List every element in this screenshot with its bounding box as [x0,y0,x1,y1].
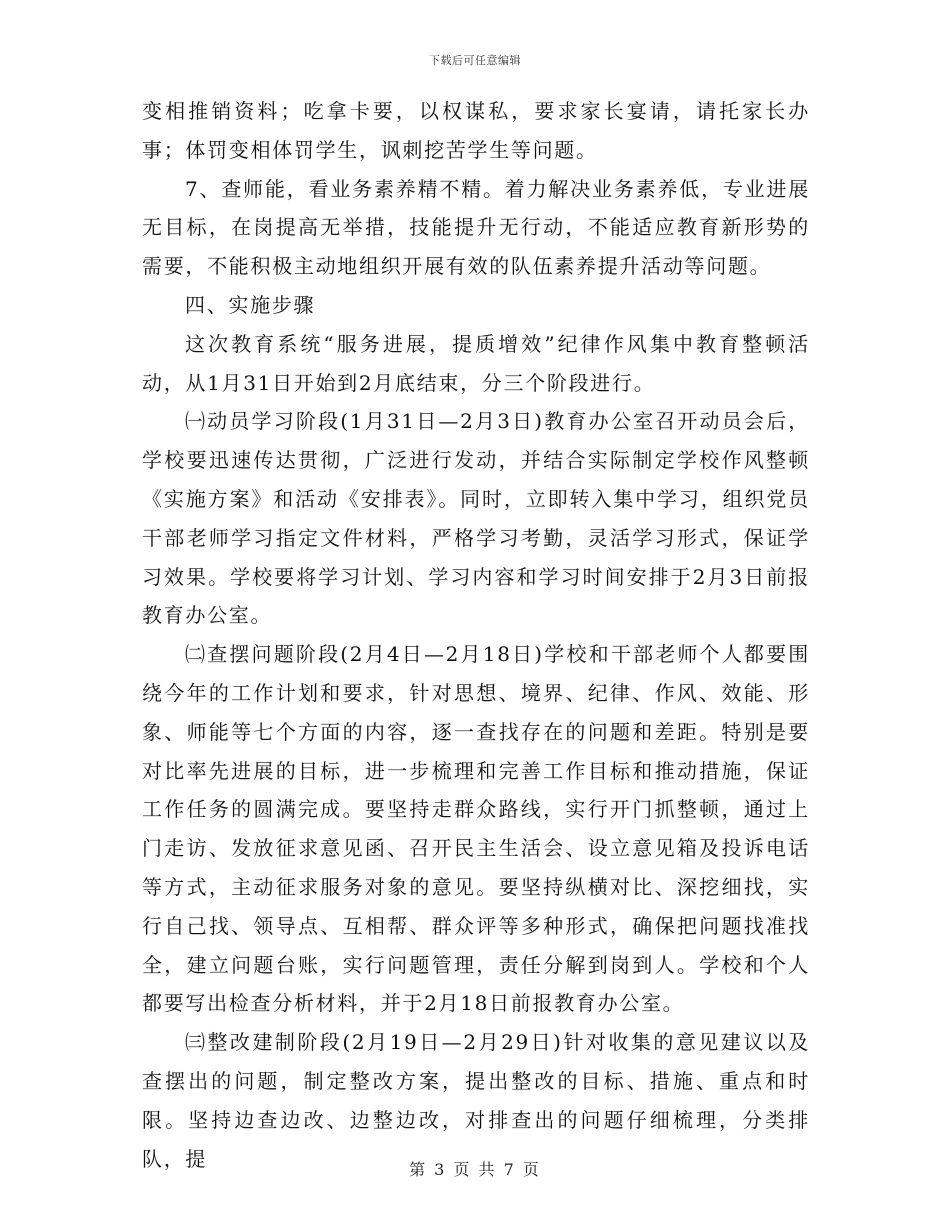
paragraph-stage-1: ㈠动员学习阶段(1月31日—2月3日)教育办公室召开动员会后，学校要迅速传达贯彻，广泛进行发动，并结合实际制定学校作风整顿《实施方案》和活动《安排表》。同时，立即转入集中学习，组织党员干部老师学习指定文件材料，严格学习考勤，灵活学习形式，保证学习效果。学校要将学习计划、学习内容和学习时间安排于2月3日前报教育办公室。 [142,409,810,628]
section-heading-implementation-steps: 四、实施步骤 [185,292,316,317]
paragraph-intro: 这次教育系统“服务进展，提质增效”纪律作风集中教育整顿活动，从1月31日开始到2月底结束，分三个阶段进行。 [142,331,810,395]
page-header-note: 下载后可任意编辑 [429,54,521,67]
paragraph-stage-3: ㈢整改建制阶段(2月19日—2月29日)针对收集的意见建议以及查摆出的问题，制定整改方案，提出整改的目标、措施、重点和时限。坚持边查边改、边整边改，对排查出的问题仔细梳理，分类排队，提 [142,1030,810,1171]
paragraph-continuation: 变相推销资料；吃拿卡要，以权谋私，要求家长宴请，请托家长办事；体罚变相体罚学生，讽刺挖苦学生等问题。 [142,99,810,162]
paragraph-item-7: 7、查师能，看业务素养精不精。着力解决业务素养低，专业进展无目标，在岗提高无举措，技能提升无行动，不能适应教育新形势的需要，不能积极主动地组织开展有效的队伍素养提升活动等问题。 [142,176,810,279]
document-body [142,92,810,1178]
paragraph-stage-2: ㈡查摆问题阶段(2月4日—2月18日)学校和干部老师个人都要围绕今年的工作计划和要求，针对思想、境界、纪律、作风、效能、形象、师能等七个方面的内容，逐一查找存在的问题和差距。特别是要对比率先进展的目标，进一步梳理和完善工作目标和推动措施，保证工作任务的圆满完成。要坚持走群众路线，实行开门抓整顿，通过上门走访、发放征求意见函、召开民主生活会、设立意见箱及投诉电话等方式，主动征求服务对象的意见。要坚持纵横对比、深挖细找，实行自己找、领导点、互相帮、群众评等多种形式，确保把问题找准找全，建立问题台账，实行问题管理，责任分解到岗到人。学校和个人都要写出检查分析材料，并于2月18日前报教育办公室。 [142,642,810,1016]
page-number: 第 3 页 共 7 页 [409,1160,541,1179]
